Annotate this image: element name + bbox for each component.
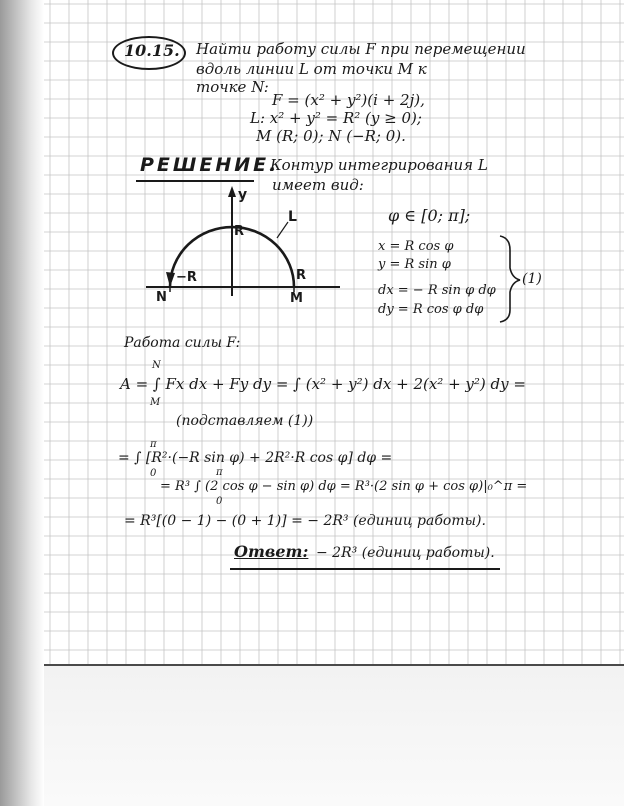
curve-label: L (288, 209, 297, 225)
param-dx: dx = − R sin φ dφ (378, 283, 496, 298)
phi-range: φ ∈ [0; π]; (388, 206, 471, 225)
step3-upper-limit: π (216, 467, 223, 478)
point-m-label: M (290, 291, 303, 306)
step4-expression: = R³[(0 − 1) − (0 + 1)] = − 2R³ (единиц работы). (124, 513, 486, 529)
minus-r-label: −R (176, 270, 197, 285)
system-label: (1) (522, 271, 542, 287)
statement-line-3: точке N: (196, 78, 269, 96)
param-y: y = R sin φ (378, 257, 451, 272)
param-x: x = R cos φ (378, 239, 454, 254)
answer-value: − 2R³ (единиц работы). (316, 545, 495, 561)
step2-expression: = ∫ [R²·(−R sin φ) + 2R²·R cos φ] dφ = (118, 450, 393, 466)
radius-top-label: R (234, 224, 245, 239)
answer-underline (230, 568, 500, 570)
point-n-label: N (156, 290, 167, 305)
given-points: M (R; 0); N (−R; 0). (256, 127, 406, 145)
step3-expression: = R³ ∫ (2 cos φ − sin φ) dφ = R³·(2 sin φ + cos φ)|₀^π = (160, 479, 528, 494)
step2-lower-limit: 0 (150, 468, 157, 479)
statement-line-1: Найти работу силы F при перемещении (196, 40, 526, 58)
statement-line-2: вдоль линии L от точки M к (196, 60, 427, 78)
substitution-note: (подставляем (1)) (176, 413, 314, 429)
heading-underline (136, 180, 254, 182)
given-curve: L: x² + y² = R² (y ≥ 0); (250, 109, 422, 127)
integral-expression: A = ∫ Fx dx + Fy dy = ∫ (x² + y²) dx + 2(x² + y²) dy = (120, 375, 526, 393)
solution-heading: РЕШЕНИЕ. (140, 154, 280, 176)
work-label: Работа силы F: (124, 335, 241, 351)
r-label: R (296, 268, 307, 283)
y-axis-label: y (238, 187, 248, 203)
step2-upper-limit: π (150, 439, 157, 450)
answer-label: Ответ: (234, 542, 309, 561)
page-lower-area (44, 666, 624, 806)
binding-shadow (0, 0, 44, 806)
given-force: F = (x² + y²)(i + 2j), (272, 91, 425, 109)
integral-lower-limit: M (150, 397, 161, 408)
intro-line-2: имеет вид: (272, 176, 364, 194)
intro-line-1: Контур интегрирования L (270, 156, 488, 174)
param-dy: dy = R cos φ dφ (378, 302, 484, 317)
integral-upper-limit: N (152, 360, 161, 371)
problem-number: 10.15. (124, 41, 180, 60)
step3-lower-limit: 0 (216, 496, 223, 507)
